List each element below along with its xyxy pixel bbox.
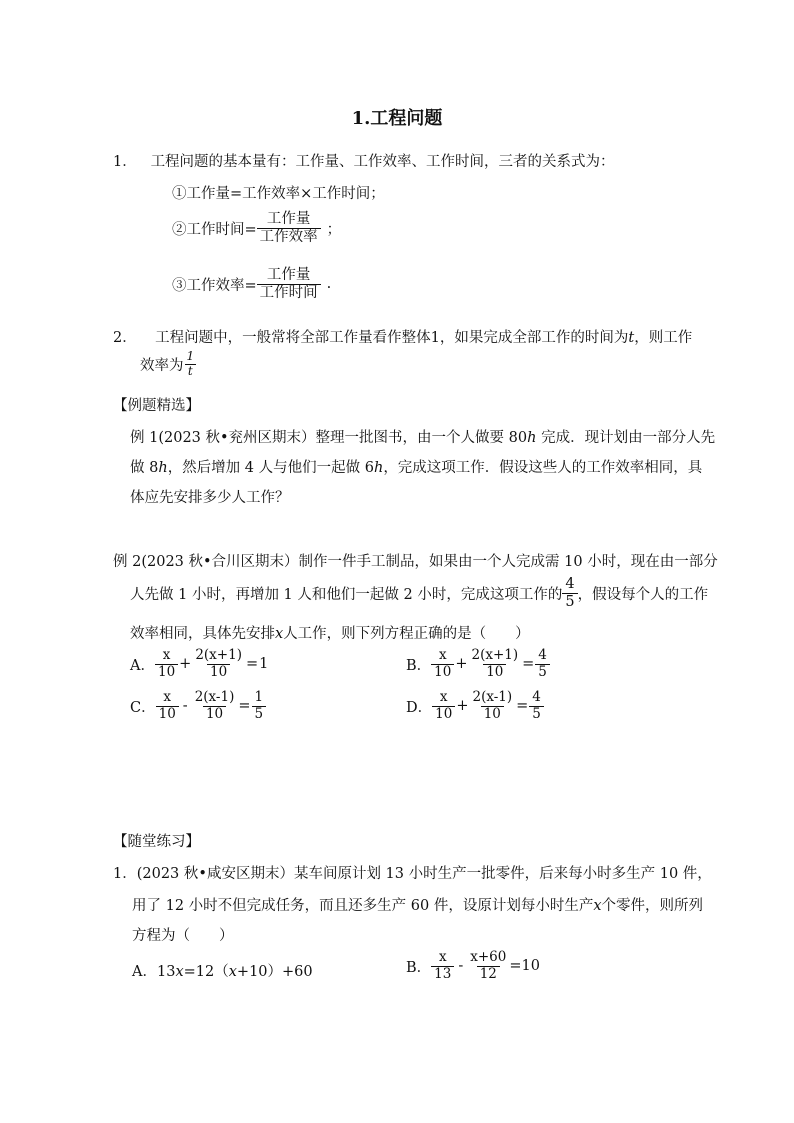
practice-option-a[interactable] bbox=[132, 960, 313, 981]
equals-sign: = bbox=[522, 656, 535, 673]
numerator: 2(x-1) bbox=[472, 689, 513, 705]
denominator: 10 bbox=[207, 664, 230, 681]
example1-line1 bbox=[130, 426, 715, 447]
unit-h: h bbox=[158, 460, 168, 476]
practice1-line2 bbox=[132, 894, 703, 915]
example1-text-c: 做 8 bbox=[130, 460, 159, 476]
numerator: x bbox=[438, 647, 447, 663]
numerator: x bbox=[439, 689, 448, 705]
formula-3-fraction bbox=[257, 267, 321, 301]
equals-sign: = bbox=[238, 698, 251, 715]
point2-line1 bbox=[113, 326, 692, 347]
equation-part: +10）+60 bbox=[236, 964, 313, 980]
point2-line2 bbox=[140, 350, 197, 379]
variable-x: x bbox=[593, 898, 602, 914]
example2-text-d: 人工作，则下列方程正确的是（ ） bbox=[283, 626, 530, 642]
fraction bbox=[431, 648, 454, 680]
numerator: 2(x+1) bbox=[195, 647, 242, 663]
equation-part: 13 bbox=[156, 964, 176, 980]
point2-text-b: ，则工作 bbox=[634, 330, 693, 346]
operator: + bbox=[179, 656, 192, 673]
denominator: 10 bbox=[155, 664, 178, 681]
point1-number: 1． bbox=[113, 154, 137, 170]
variable-x: x bbox=[175, 964, 184, 980]
formula-2-end: ； bbox=[326, 221, 342, 238]
example1-text-d: ，然后增加 4 人与他们一起做 6 bbox=[167, 460, 374, 476]
fraction bbox=[431, 950, 454, 982]
variable-x: x bbox=[228, 964, 237, 980]
example2-fraction bbox=[562, 576, 577, 610]
fraction bbox=[469, 690, 515, 722]
right-hand-side: 1 bbox=[259, 656, 269, 673]
denominator: 10 bbox=[432, 706, 455, 723]
example2-line2 bbox=[130, 576, 708, 610]
option-label: C． bbox=[130, 699, 156, 716]
option-label: A． bbox=[130, 657, 155, 674]
numerator: 4 bbox=[532, 689, 541, 705]
practice1-text-b: 个零件，则所列 bbox=[601, 898, 704, 914]
example2-numerator: 4 bbox=[565, 576, 575, 592]
fraction bbox=[467, 950, 509, 982]
numerator: x+60 bbox=[470, 949, 507, 965]
point1-line bbox=[113, 150, 615, 171]
fraction bbox=[535, 648, 550, 680]
fraction bbox=[529, 690, 544, 722]
fraction bbox=[252, 690, 267, 722]
practice1-text-a: 用了 12 小时不但完成任务，而且还多生产 60 件，设原计划每小时生产 bbox=[132, 898, 594, 914]
unit-h: h bbox=[527, 430, 537, 446]
numerator: x bbox=[162, 647, 171, 663]
variable-t: t bbox=[628, 330, 635, 346]
point2-efficiency-label: 效率为 bbox=[140, 357, 184, 374]
point2-number: 2． bbox=[113, 330, 137, 346]
fraction bbox=[192, 690, 238, 722]
denominator: 10 bbox=[156, 706, 179, 723]
unit-h: h bbox=[373, 460, 384, 476]
example2-line3 bbox=[130, 622, 530, 643]
example2-text-a: 人先做 1 小时，再增加 1 人和他们一起做 2 小时，完成这项工作的 bbox=[130, 586, 563, 603]
numerator: x bbox=[438, 949, 447, 965]
example2-line1: 例 2(2023 秋•合川区期末）制作一件手工制品，如果由一个人完成需 10 小时，现在由一部分 bbox=[113, 554, 718, 570]
option-c[interactable] bbox=[130, 690, 266, 722]
formula-2-fraction bbox=[257, 211, 321, 245]
denominator: 5 bbox=[529, 706, 544, 723]
example1-text-e: ，完成这项工作．假设这些人的工作效率相同，具 bbox=[383, 460, 703, 476]
option-d[interactable] bbox=[406, 690, 544, 722]
denominator: 10 bbox=[481, 706, 504, 723]
formula-3-end: . bbox=[326, 276, 332, 293]
example1-line2 bbox=[130, 456, 702, 477]
formula-3-numerator: 工作量 bbox=[266, 267, 311, 283]
fraction bbox=[432, 690, 455, 722]
formula-3-label: ③工作效率= bbox=[172, 277, 257, 294]
example1-line3: 体应先安排多少人工作？ bbox=[130, 490, 290, 506]
formula-2-denominator: 工作效率 bbox=[257, 228, 321, 246]
formula-1: ①工作量=工作效率×工作时间； bbox=[172, 186, 385, 202]
equals-sign: = bbox=[516, 698, 529, 715]
option-a[interactable] bbox=[130, 648, 268, 680]
denominator: 5 bbox=[252, 706, 267, 723]
variable-x: x bbox=[275, 626, 284, 642]
example2-denominator: 5 bbox=[562, 593, 577, 611]
denominator: 10 bbox=[483, 664, 506, 681]
numerator: 2(x-1) bbox=[194, 689, 235, 705]
denominator: 13 bbox=[431, 966, 454, 983]
page-title: 1.工程问题 bbox=[351, 108, 443, 129]
point2-text-a: 工程问题中，一般常将全部工作量看作整体1，如果完成全部工作的时间为 bbox=[155, 330, 629, 346]
formula-3-denominator: 工作时间 bbox=[257, 284, 321, 302]
option-label: A． bbox=[132, 964, 157, 980]
example2-text-b: ，假设每个人的工作 bbox=[577, 586, 709, 603]
formula-3 bbox=[172, 267, 331, 301]
operator: - bbox=[182, 698, 188, 715]
denominator: 5 bbox=[535, 664, 550, 681]
formula-2-label: ②工作时间= bbox=[172, 221, 257, 238]
example1-text-b: 完成．现计划由一部分人先 bbox=[536, 430, 716, 446]
point2-fraction bbox=[184, 350, 198, 379]
section-examples-heading: 【例题精选】 bbox=[113, 398, 200, 414]
equation-part: =12（ bbox=[183, 964, 229, 980]
example1-text-a: 例 1(2023 秋•兖州区期末）整理一批图书，由一个人做要 80 bbox=[130, 430, 528, 446]
denominator: 12 bbox=[477, 966, 500, 983]
fraction bbox=[469, 648, 522, 680]
option-label: B． bbox=[406, 657, 432, 674]
numerator: 2(x+1) bbox=[471, 647, 519, 663]
example2-text-c: 效率相同，具体先安排 bbox=[130, 626, 275, 642]
option-b[interactable] bbox=[406, 648, 550, 680]
operator: + bbox=[455, 656, 468, 673]
option-label: D． bbox=[406, 699, 433, 716]
equals-sign: = bbox=[245, 656, 259, 673]
equation-rhs: =10 bbox=[509, 958, 540, 975]
point2-denominator: t bbox=[185, 364, 196, 379]
denominator: 10 bbox=[431, 664, 454, 681]
option-label: B． bbox=[406, 959, 432, 976]
point1-text: 工程问题的基本量有：工作量、工作效率、工作时间，三者的关系式为： bbox=[150, 154, 615, 170]
fraction bbox=[155, 648, 178, 680]
operator: - bbox=[458, 958, 464, 975]
formula-2-numerator: 工作量 bbox=[266, 211, 311, 227]
point2-numerator: 1 bbox=[186, 349, 195, 363]
fraction bbox=[192, 648, 245, 680]
practice1-line1: 1．(2023 秋•咸安区期末）某车间原计划 13 小时生产一批零件，后来每小时多生产 10 件， bbox=[113, 866, 712, 882]
fraction bbox=[156, 690, 179, 722]
operator: + bbox=[456, 698, 469, 715]
numerator: 1 bbox=[254, 689, 264, 705]
numerator: 4 bbox=[538, 647, 547, 663]
section-practice-heading: 【随堂练习】 bbox=[113, 834, 200, 850]
numerator: x bbox=[163, 689, 172, 705]
formula-2 bbox=[172, 211, 341, 245]
practice1-line3: 方程为（ ） bbox=[132, 928, 234, 944]
denominator: 10 bbox=[203, 706, 226, 723]
practice-option-b[interactable] bbox=[406, 950, 540, 982]
